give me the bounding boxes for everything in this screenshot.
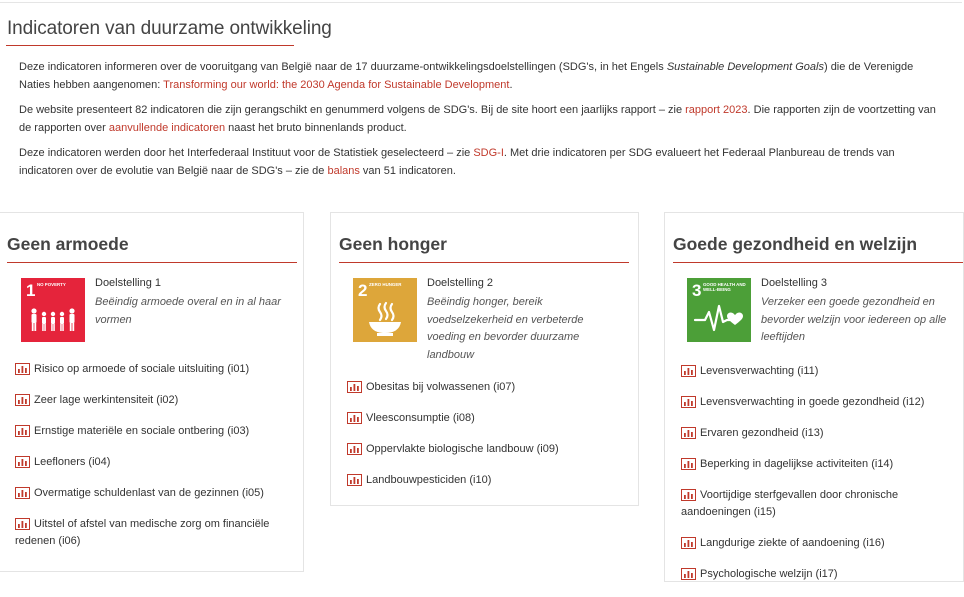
intro-italic: Sustainable Development Goals xyxy=(666,61,824,73)
indicator-label[interactable]: Voortijdige sterfgevallen door chronische aandoeningen (i15) xyxy=(681,489,899,518)
indicator-item[interactable] xyxy=(15,485,295,502)
intro-text: ) die de Verenigde Naties hebben aangenomen: xyxy=(19,61,914,91)
bar-chart-icon xyxy=(15,487,30,499)
sdg-2-icon[interactable] xyxy=(353,278,417,342)
bar-chart-icon xyxy=(347,474,362,486)
bar-chart-icon xyxy=(681,365,696,377)
bar-chart-icon xyxy=(347,381,362,393)
agenda-2030-link[interactable]: Transforming our world: the 2030 Agenda for Sustainable Development xyxy=(163,79,510,91)
indicator-label[interactable]: Oppervlakte biologische landbouw (i09) xyxy=(366,443,559,455)
sdg-icon-label: ZERO HUNGER xyxy=(369,282,402,287)
card-title-underline xyxy=(673,262,963,263)
bar-chart-icon xyxy=(681,489,696,501)
bar-chart-icon xyxy=(15,394,30,406)
indicator-label[interactable]: Risico op armoede of sociale uitsluiting (i01) xyxy=(34,363,250,375)
title-underline xyxy=(6,45,294,46)
indicator-item[interactable] xyxy=(681,456,961,473)
indicator-item[interactable] xyxy=(15,454,295,471)
balance-link[interactable]: balans xyxy=(327,165,360,177)
card-title[interactable]: Goede gezondheid en welzijn xyxy=(673,234,918,254)
intro-paragraph-2 xyxy=(19,101,944,137)
intro-text: De website presenteert 82 indicatoren die zijn gerangschikt en genummerd volgens de SDG's. Bij de site hoort een jaarlijks rapport – zie xyxy=(19,104,686,116)
sdg-icon-label: NO POVERTY xyxy=(37,282,66,287)
sdg-icon-label: GOOD HEALTH AND WELL-BEING xyxy=(703,282,746,292)
sdg-card-1 xyxy=(0,212,304,572)
indicator-label[interactable]: Ervaren gezondheid (i13) xyxy=(700,427,824,439)
indicator-item[interactable] xyxy=(15,361,295,378)
intro-text: naast het bruto binnenlands product. xyxy=(225,122,407,134)
indicator-label[interactable]: Vleesconsumptie (i08) xyxy=(366,412,475,424)
goal-description: Beëindig honger, bereik voedselzekerheid en verbeterde voeding en bevorder duurzame landbouw xyxy=(427,296,584,361)
card-title[interactable]: Geen honger xyxy=(339,234,447,254)
intro-paragraph-1 xyxy=(19,58,944,94)
sdg-icon-number: 3 xyxy=(692,281,702,300)
sdg-1-icon[interactable] xyxy=(21,278,85,342)
indicator-item[interactable] xyxy=(15,392,295,409)
indicator-label[interactable]: Uitstel of afstel van medische zorg om financiële redenen (i06) xyxy=(15,518,270,547)
goal-description: Beëindig armoede overal en in al haar vormen xyxy=(95,296,281,326)
indicator-list xyxy=(347,379,627,503)
page-title: Indicatoren van duurzame ontwikkeling xyxy=(7,18,332,39)
bar-chart-icon xyxy=(15,425,30,437)
indicator-label[interactable]: Landbouwpesticiden (i10) xyxy=(366,474,492,486)
indicator-list xyxy=(15,361,295,564)
bar-chart-icon xyxy=(347,443,362,455)
indicator-label[interactable]: Langdurige ziekte of aandoening (i16) xyxy=(700,537,885,549)
bar-chart-icon xyxy=(681,396,696,408)
indicator-item[interactable] xyxy=(15,516,295,550)
intro-text: van 51 indicatoren. xyxy=(359,165,456,177)
indicator-label[interactable]: Psychologische welzijn (i17) xyxy=(700,568,838,580)
sdg-i-link[interactable]: SDG-I xyxy=(473,147,504,159)
indicator-item[interactable] xyxy=(681,487,961,521)
intro-paragraph-3 xyxy=(19,144,944,180)
indicator-label[interactable]: Leefloners (i04) xyxy=(34,456,111,468)
indicator-item[interactable] xyxy=(347,379,627,396)
intro-text: Deze indicatoren informeren over de vooruitgang van België naar de 17 duurzame-ontwikkelingsdoelstellingen (SDG's, in het Engels xyxy=(19,61,667,73)
card-title-underline xyxy=(7,262,297,263)
indicator-item[interactable] xyxy=(681,566,961,583)
indicator-item[interactable] xyxy=(347,472,627,489)
indicator-label[interactable]: Obesitas bij volwassenen (i07) xyxy=(366,381,516,393)
bar-chart-icon xyxy=(15,518,30,530)
bar-chart-icon xyxy=(681,458,696,470)
indicator-label[interactable]: Levensverwachting (i11) xyxy=(700,365,819,377)
indicator-item[interactable] xyxy=(681,394,961,411)
indicator-item[interactable] xyxy=(681,425,961,442)
intro-text: . Met drie indicatoren per SDG evalueert het Federaal Planbureau de trends van indicatoren over de evolutie van België naar de SDG's – zie de xyxy=(19,147,895,177)
indicator-item[interactable] xyxy=(347,410,627,427)
sdg-icon-number: 1 xyxy=(26,281,36,300)
sdg-card-2 xyxy=(330,212,639,506)
bar-chart-icon xyxy=(15,363,30,375)
goal-number: Doelstelling 3 xyxy=(761,277,828,289)
goal-description: Verzeker een goede gezondheid en bevorder welzijn voor iedereen op alle leeftijden xyxy=(761,296,947,343)
intro-text: . xyxy=(509,79,513,91)
card-title-underline xyxy=(339,262,629,263)
intro-text: . Die rapporten zijn de voortzetting van de rapporten over xyxy=(19,104,936,134)
indicator-list xyxy=(681,363,961,597)
bar-chart-icon xyxy=(681,427,696,439)
bar-chart-icon xyxy=(681,568,696,580)
bar-chart-icon xyxy=(15,456,30,468)
indicator-label[interactable]: Zeer lage werkintensiteit (i02) xyxy=(34,394,179,406)
bar-chart-icon xyxy=(347,412,362,424)
goal-number: Doelstelling 1 xyxy=(95,277,162,289)
sdg-3-icon[interactable] xyxy=(687,278,751,342)
indicator-item[interactable] xyxy=(681,535,961,552)
card-title[interactable]: Geen armoede xyxy=(7,234,129,254)
indicator-label[interactable]: Ernstige materiële en sociale ontbering (i03) xyxy=(34,425,250,437)
indicator-item[interactable] xyxy=(15,423,295,440)
top-divider xyxy=(0,2,962,3)
goal-number: Doelstelling 2 xyxy=(427,277,494,289)
indicator-label[interactable]: Beperking in dagelijkse activiteiten (i14) xyxy=(700,458,894,470)
indicator-label[interactable]: Overmatige schuldenlast van de gezinnen (i05) xyxy=(34,487,264,499)
sdg-card-3 xyxy=(664,212,964,582)
report-2023-link[interactable]: rapport 2023 xyxy=(685,104,748,116)
indicator-item[interactable] xyxy=(347,441,627,458)
indicator-label[interactable]: Levensverwachting in goede gezondheid (i12) xyxy=(700,396,925,408)
sdg-icon-number: 2 xyxy=(358,281,368,300)
bar-chart-icon xyxy=(681,537,696,549)
intro-text: Deze indicatoren werden door het Interfederaal Instituut voor de Statistiek geselecteerd – zie xyxy=(19,147,474,159)
indicator-item[interactable] xyxy=(681,363,961,380)
additional-indicators-link[interactable]: aanvullende indicatoren xyxy=(108,122,226,134)
